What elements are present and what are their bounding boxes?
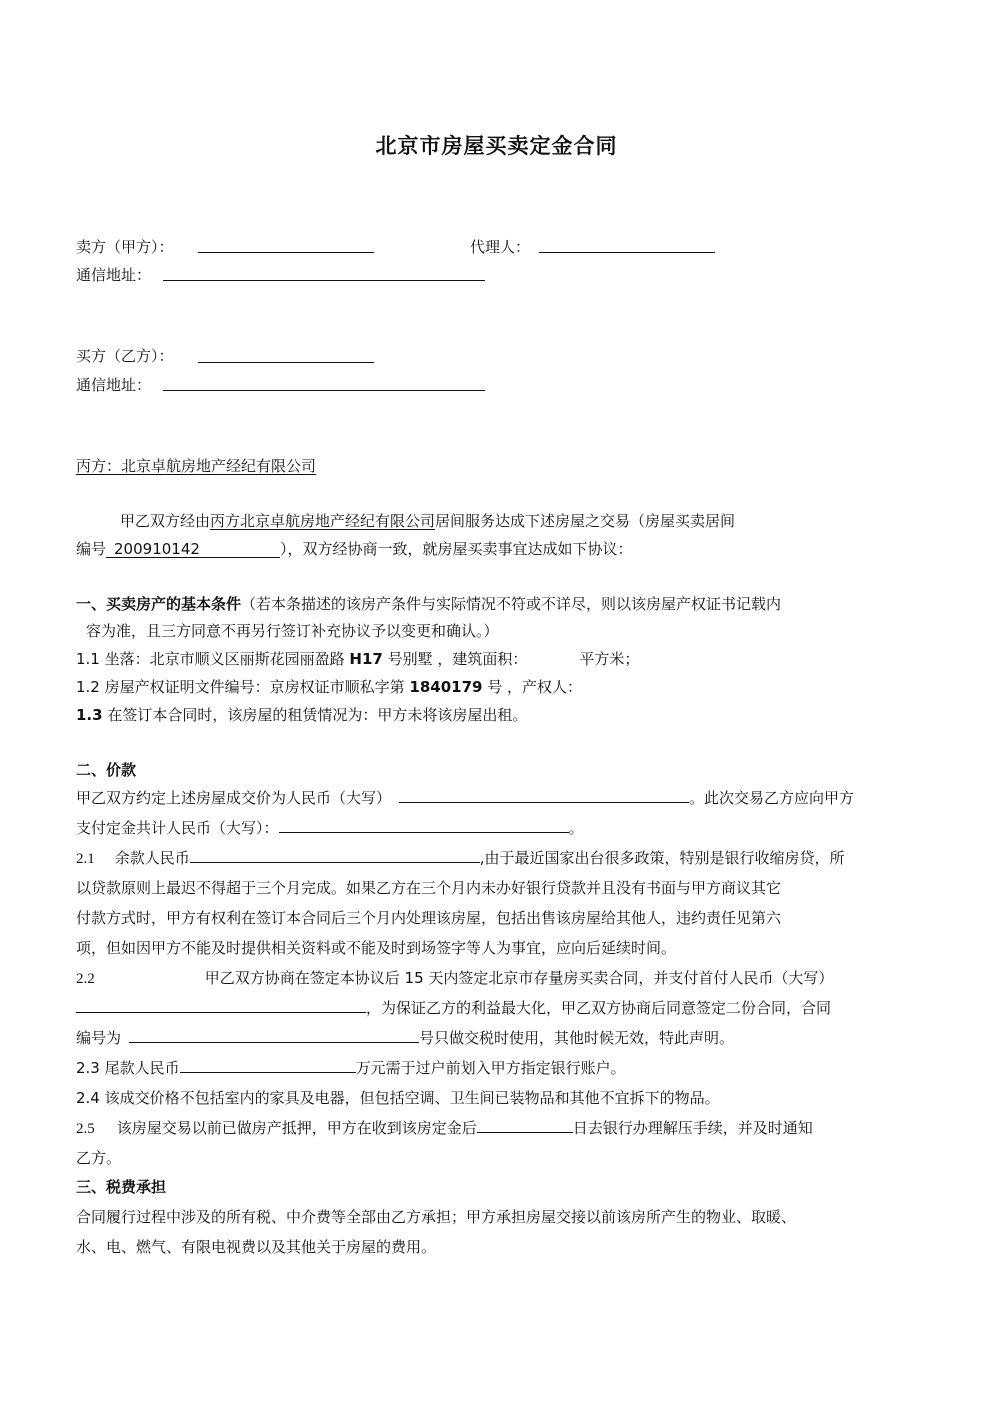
- item-2-2-num: 2.2: [76, 971, 95, 987]
- item-1-1-b: H17: [349, 650, 383, 668]
- item-2-3-b: 万元需于过户前划入甲方指定银行账户。: [355, 1059, 626, 1077]
- item-2-1-e: 项，但如因甲方不能及时提供相关资料或不能及时到场签字等人为事宜，应向后延续时间。: [76, 939, 677, 957]
- contract-number-field[interactable]: [129, 1027, 419, 1043]
- item-2-1-num: 2.1: [76, 851, 95, 867]
- item-2-3-a: 2.3 尾款人民币: [76, 1059, 180, 1077]
- buyer-address-label: 通信地址：: [76, 376, 152, 394]
- intro-company: 丙方北京卓航房地产经纪有限公司: [210, 512, 436, 530]
- item-2-5-a: 该房屋交易以前已做房产抵押，甲方在收到该房定金后: [116, 1119, 477, 1137]
- section2-p1-line1: [76, 787, 854, 808]
- section1-note-b: 容为准，且三方同意不再另行签订补充协议予以变更和确认。）: [86, 622, 499, 640]
- buyer-address-field[interactable]: [163, 390, 485, 391]
- seller-name-field[interactable]: [198, 252, 374, 253]
- item-2-1-d: 付款方式时，甲方有权利在签订本合同后三个月内处理该房屋，包括出售该房屋给其他人，违约责任见第六: [76, 909, 782, 927]
- item-1-3-b: 在签订本合同时，该房屋的租赁情况为：甲方未将该房屋出租。: [102, 706, 528, 724]
- balance-field[interactable]: [190, 847, 480, 863]
- item-1-2-c: 号 ，产权人：: [482, 678, 583, 696]
- item-1-1: [76, 648, 639, 669]
- contract-no-prefix: 编号: [76, 540, 107, 558]
- deposit-label: 支付定金共计人民币（大写）：: [76, 819, 279, 837]
- item-2-5-c: 乙方。: [76, 1149, 122, 1167]
- intro-line-1: [120, 510, 735, 531]
- item-1-2-b: 1840179: [409, 678, 483, 696]
- item-2-2-line3: [76, 1027, 734, 1048]
- item-2-1-b: ,由于最近国家出台很多政策，特别是银行收缩房贷，所: [479, 849, 845, 867]
- third-party-label: 丙方：北京卓航房地产经纪有限公司: [76, 457, 317, 475]
- section2-p1-line2: [76, 817, 584, 838]
- item-2-1-line1: [76, 847, 845, 868]
- item-1-2-a: 1.2 房屋产权证明文件编号：京房权证市顺私字第: [76, 678, 410, 696]
- contract-no-suffix: ），双方经协商一致，就房屋买卖事宜达成如下协议：: [280, 540, 633, 558]
- seller-address-field[interactable]: [163, 280, 485, 281]
- page-title: 北京市房屋买卖定金合同: [375, 134, 618, 158]
- item-2-2-b: ，为保证乙方的利益最大化，甲乙双方协商后同意签定二份合同，合同: [366, 999, 832, 1017]
- seller-address-label: 通信地址：: [76, 266, 152, 284]
- intro-part1: 甲乙双方经由: [120, 512, 211, 530]
- price-label: 甲乙双方约定上述房屋成交价为人民币（大写）: [76, 789, 392, 807]
- item-1-1-c: 号别墅 ，建筑面积：: [382, 650, 528, 668]
- item-2-4: 2.4 该成交价格不包括室内的家具及电器，但包括空调、卫生间已装物品和其他不宜拆下的物品。: [76, 1089, 720, 1107]
- item-2-2-line2: [76, 997, 831, 1018]
- item-2-1-c: 以贷款原则上最迟不得超于三个月完成。如果乙方在三个月内未办好银行贷款并且没有书面与甲方商议其它: [76, 879, 782, 897]
- price-field[interactable]: [399, 787, 689, 803]
- section3-p2: 水、电、燃气、有限电视费以及其他关于房屋的费用。: [76, 1238, 437, 1256]
- item-1-1-a: 1.1 坐落：北京市顺义区丽斯花园丽盈路: [76, 650, 350, 668]
- section2-heading: 二、价款: [76, 761, 137, 779]
- item-2-2-c: 编号为: [76, 1029, 122, 1047]
- buyer-label: 买方（乙方）：: [76, 347, 174, 365]
- item-2-2-line1: [76, 967, 833, 988]
- item-1-1-d: 平方米；: [579, 650, 640, 668]
- final-payment-field[interactable]: [180, 1057, 356, 1073]
- section1-heading: 一、买卖房产的基本条件: [76, 595, 242, 613]
- item-2-2-d: 号只做交税时使用，其他时候无效，特此声明。: [419, 1029, 735, 1047]
- item-1-3-a: 1.3: [76, 706, 103, 724]
- section1-note-a: （若本条描述的该房产条件与实际情况不符或不详尽，则以该房屋产权证书记载内: [241, 595, 782, 613]
- deposit-field[interactable]: [279, 817, 569, 833]
- buyer-name-field[interactable]: [198, 362, 374, 363]
- item-2-5-line1: [76, 1117, 813, 1138]
- seller-label: 卖方（甲方）：: [76, 238, 174, 256]
- section3-p1: 合同履行过程中涉及的所有税、中介费等全部由乙方承担；甲方承担房屋交接以前该房所产生的物业、取暖、: [76, 1208, 797, 1226]
- contract-no-field[interactable]: 200910142: [106, 541, 280, 558]
- intro-part2: 居间服务达成下述房屋之交易（房屋买卖居间: [435, 512, 736, 530]
- item-2-3: [76, 1057, 626, 1078]
- section3-heading: 三、税费承担: [76, 1178, 167, 1196]
- item-2-1-a: 余款人民币: [114, 849, 190, 867]
- item-2-2-a: 甲乙双方协商在签定本协议后 15 天内签定北京市存量房买卖合同，并支付首付人民币（大写）: [204, 969, 834, 987]
- item-1-2: [76, 676, 582, 697]
- price-suffix: 。此次交易乙方应向甲方: [689, 789, 855, 807]
- item-2-5-num: 2.5: [76, 1121, 95, 1137]
- intro-line-2: [76, 538, 633, 559]
- item-1-3: [76, 704, 527, 725]
- deposit-suffix: 。: [568, 819, 584, 837]
- agent-name-field[interactable]: [539, 252, 715, 253]
- release-date-field[interactable]: [477, 1117, 573, 1133]
- section1-line-1: [76, 593, 781, 614]
- item-2-5-b: 日去银行办理解压手续，并及时通知: [572, 1119, 813, 1137]
- down-payment-field[interactable]: [76, 997, 366, 1013]
- agent-label: 代理人：: [470, 238, 531, 256]
